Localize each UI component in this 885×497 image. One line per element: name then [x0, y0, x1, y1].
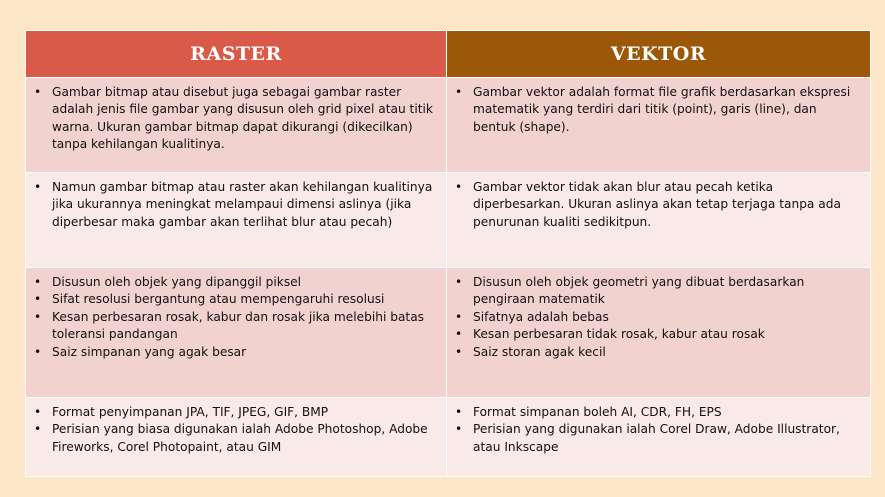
bullet-item: • Format simpanan boleh AI, CDR, FH, EPS	[455, 404, 860, 421]
bullet-item: • Perisian yang digunakan ialah Corel Draw, Adobe Illustrator, atau Inkscape	[455, 421, 860, 456]
raster-header: RASTER	[26, 31, 447, 78]
bullet-list	[455, 84, 860, 136]
bullet-item: • Kesan perbesaran tidak rosak, kabur atau rosak	[455, 326, 860, 343]
vektor-cell	[447, 173, 871, 268]
bullet-item: • Sifat resolusi bergantung atau mempengaruhi resolusi	[34, 291, 436, 308]
bullet-item: • Saiz storan agak kecil	[455, 344, 860, 361]
bullet-list	[455, 179, 860, 231]
vektor-cell	[447, 398, 871, 477]
bullet-list	[34, 179, 436, 231]
header-row	[26, 31, 871, 78]
bullet-list	[455, 404, 860, 456]
comparison-table	[25, 30, 871, 477]
bullet-item: • Gambar bitmap atau disebut juga sebagai gambar raster adalah jenis file gambar yang disusun oleh grid pixel atau titik warna. Ukuran gambar bitmap dapat dikurangi (dikecilkan) tanpa kehilangan kualitinya.	[34, 84, 436, 154]
bullet-item: • Disusun oleh objek geometri yang dibuat berdasarkan pengiraan matematik	[455, 274, 860, 309]
table-row	[26, 78, 871, 173]
vektor-cell	[447, 268, 871, 398]
bullet-list	[34, 404, 436, 456]
table-row	[26, 173, 871, 268]
bullet-list	[34, 84, 436, 154]
raster-cell	[26, 173, 447, 268]
bullet-item: • Format penyimpanan JPA, TIF, JPEG, GIF, BMP	[34, 404, 436, 421]
raster-cell	[26, 268, 447, 398]
bullet-item: • Kesan perbesaran rosak, kabur dan rosak jika melebihi batas toleransi pandangan	[34, 309, 436, 344]
bullet-item: • Perisian yang biasa digunakan ialah Adobe Photoshop, Adobe Fireworks, Corel Photopaint, atau GIM	[34, 421, 436, 456]
bullet-list	[455, 274, 860, 361]
vektor-header: VEKTOR	[447, 31, 871, 78]
bullet-item: • Disusun oleh objek yang dipanggil piksel	[34, 274, 436, 291]
bullet-item: • Sifatnya adalah bebas	[455, 309, 860, 326]
table-row	[26, 398, 871, 477]
bullet-item: • Gambar vektor adalah format file grafik berdasarkan ekspresi matematik yang terdiri dari titik (point), garis (line), dan bentuk (shape).	[455, 84, 860, 136]
table-row	[26, 268, 871, 398]
bullet-item: • Gambar vektor tidak akan blur atau pecah ketika diperbesarkan. Ukuran aslinya akan tetap terjaga tanpa ada penurunan kualiti sedikitpun.	[455, 179, 860, 231]
bullet-list	[34, 274, 436, 361]
raster-cell	[26, 78, 447, 173]
bullet-item: • Saiz simpanan yang agak besar	[34, 344, 436, 361]
bullet-item: • Namun gambar bitmap atau raster akan kehilangan kualitinya jika ukurannya meningkat melampaui dimensi aslinya (jika diperbesar maka gambar akan terlihat blur atau pecah)	[34, 179, 436, 231]
raster-cell	[26, 398, 447, 477]
vektor-cell	[447, 78, 871, 173]
